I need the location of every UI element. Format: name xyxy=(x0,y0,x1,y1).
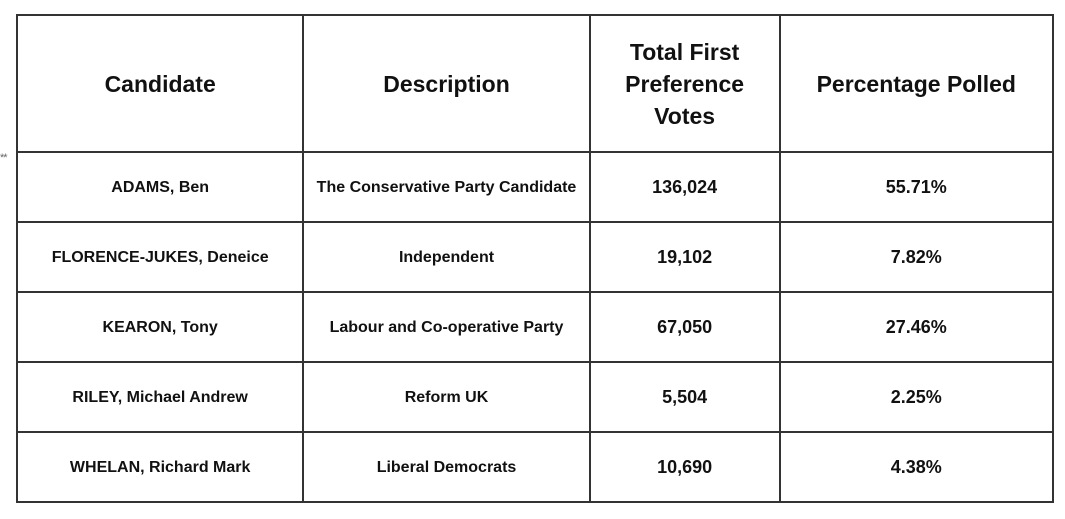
votes-cell: 136,024 xyxy=(590,152,780,222)
header-row xyxy=(17,15,1053,152)
candidate-cell: KEARON, Tony xyxy=(17,292,303,362)
description-cell: The Conservative Party Candidate xyxy=(303,152,589,222)
candidate-cell: WHELAN, Richard Mark xyxy=(17,432,303,502)
percentage-cell: 7.82% xyxy=(780,222,1053,292)
description-cell: Liberal Democrats xyxy=(303,432,589,502)
description-cell: Reform UK xyxy=(303,362,589,432)
header-candidate: Candidate xyxy=(17,15,303,152)
winner-marker: ** xyxy=(0,152,7,164)
table-row xyxy=(17,152,1053,222)
votes-cell: 5,504 xyxy=(590,362,780,432)
votes-cell: 19,102 xyxy=(590,222,780,292)
description-cell: Independent xyxy=(303,222,589,292)
candidate-cell: RILEY, Michael Andrew xyxy=(17,362,303,432)
results-table xyxy=(16,14,1054,503)
table-row xyxy=(17,432,1053,502)
votes-cell: 67,050 xyxy=(590,292,780,362)
table-row xyxy=(17,362,1053,432)
header-percentage: Percentage Polled xyxy=(780,15,1053,152)
header-votes: Total First Preference Votes xyxy=(590,15,780,152)
description-cell: Labour and Co-operative Party xyxy=(303,292,589,362)
percentage-cell: 27.46% xyxy=(780,292,1053,362)
percentage-cell: 4.38% xyxy=(780,432,1053,502)
candidate-cell: FLORENCE-JUKES, Deneice xyxy=(17,222,303,292)
header-description: Description xyxy=(303,15,589,152)
table-row xyxy=(17,292,1053,362)
percentage-cell: 55.71% xyxy=(780,152,1053,222)
table-row xyxy=(17,222,1053,292)
percentage-cell: 2.25% xyxy=(780,362,1053,432)
votes-cell: 10,690 xyxy=(590,432,780,502)
candidate-cell: ADAMS, Ben xyxy=(17,152,303,222)
